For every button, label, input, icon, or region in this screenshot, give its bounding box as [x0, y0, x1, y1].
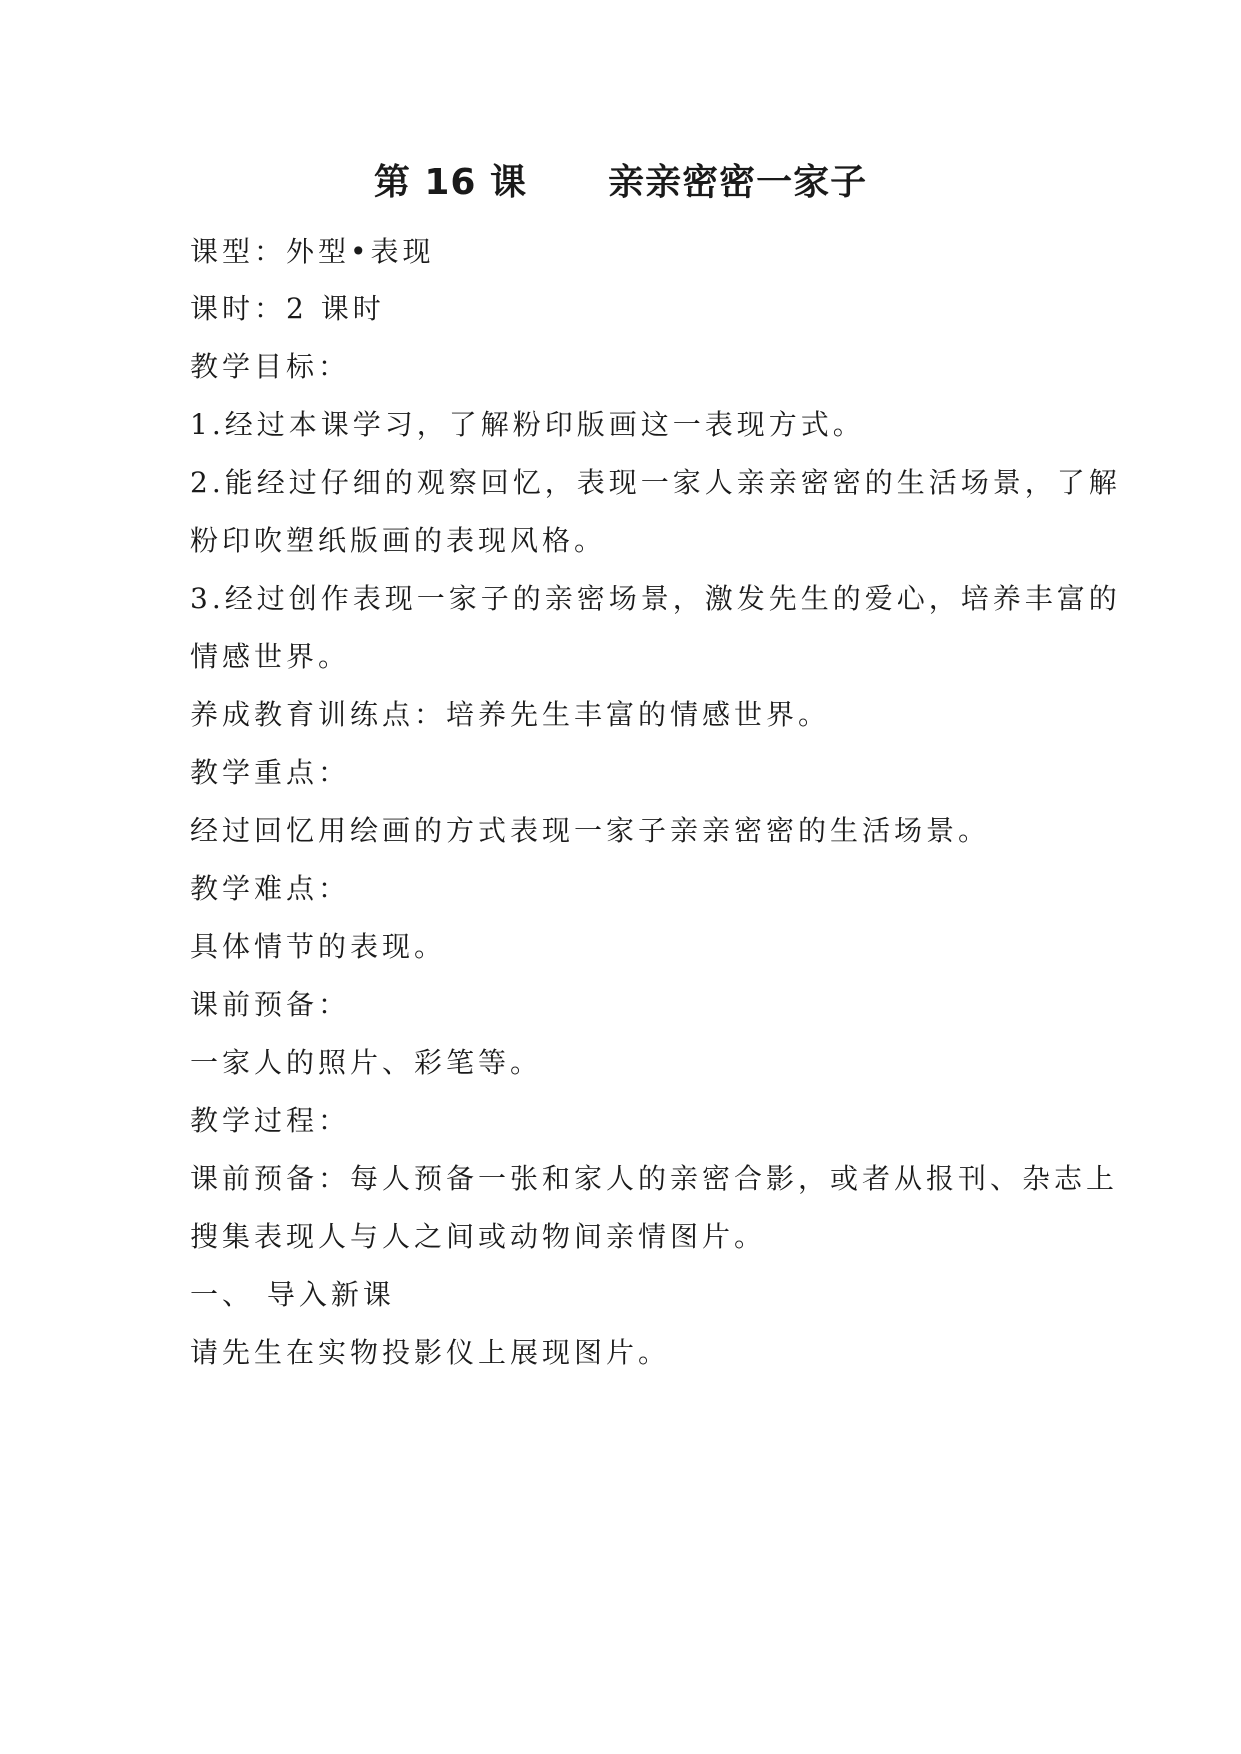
text-line: 1.经过本课学习，了解粉印版画这一表现方式。: [190, 408, 865, 441]
text-line: 教学过程：: [190, 1104, 351, 1137]
text-line: 粉印吹塑纸版画的表现风格。: [190, 524, 607, 557]
text-line: 教学目标：: [190, 350, 351, 383]
text-line: 请先生在实物投影仪上展现图片。: [190, 1336, 671, 1369]
text-line: 一、 导入新课: [190, 1278, 395, 1311]
text-line: 课前预备：每人预备一张和家人的亲密合影，或者从报刊、杂志上: [190, 1162, 1119, 1195]
text-line: 2.能经过仔细的观察回忆，表现一家人亲亲密密的生活场景，了解: [190, 466, 1121, 499]
text-line: 搜集表现人与人之间或动物间亲情图片。: [190, 1220, 767, 1253]
text-line: 课型：外型•表现: [190, 235, 435, 268]
text-line: 教学重点：: [190, 756, 351, 789]
text-line: 课前预备：: [190, 988, 351, 1021]
text-line: 具体情节的表现。: [190, 930, 447, 963]
text-line: 养成教育训练点：培养先生丰富的情感世界。: [190, 698, 831, 731]
text-line: 课时：2 课时: [190, 292, 385, 325]
text-line: 经过回忆用绘画的方式表现一家子亲亲密密的生活场景。: [190, 814, 991, 847]
text-line: 一家人的照片、彩笔等。: [190, 1046, 543, 1079]
text-line: 教学难点：: [190, 872, 351, 905]
text-line: 情感世界。: [190, 640, 351, 673]
text-line: 3.经过创作表现一家子的亲密场景，激发先生的爱心，培养丰富的: [190, 582, 1121, 615]
document-title: 第 16 课 亲亲密密一家子: [373, 162, 868, 203]
